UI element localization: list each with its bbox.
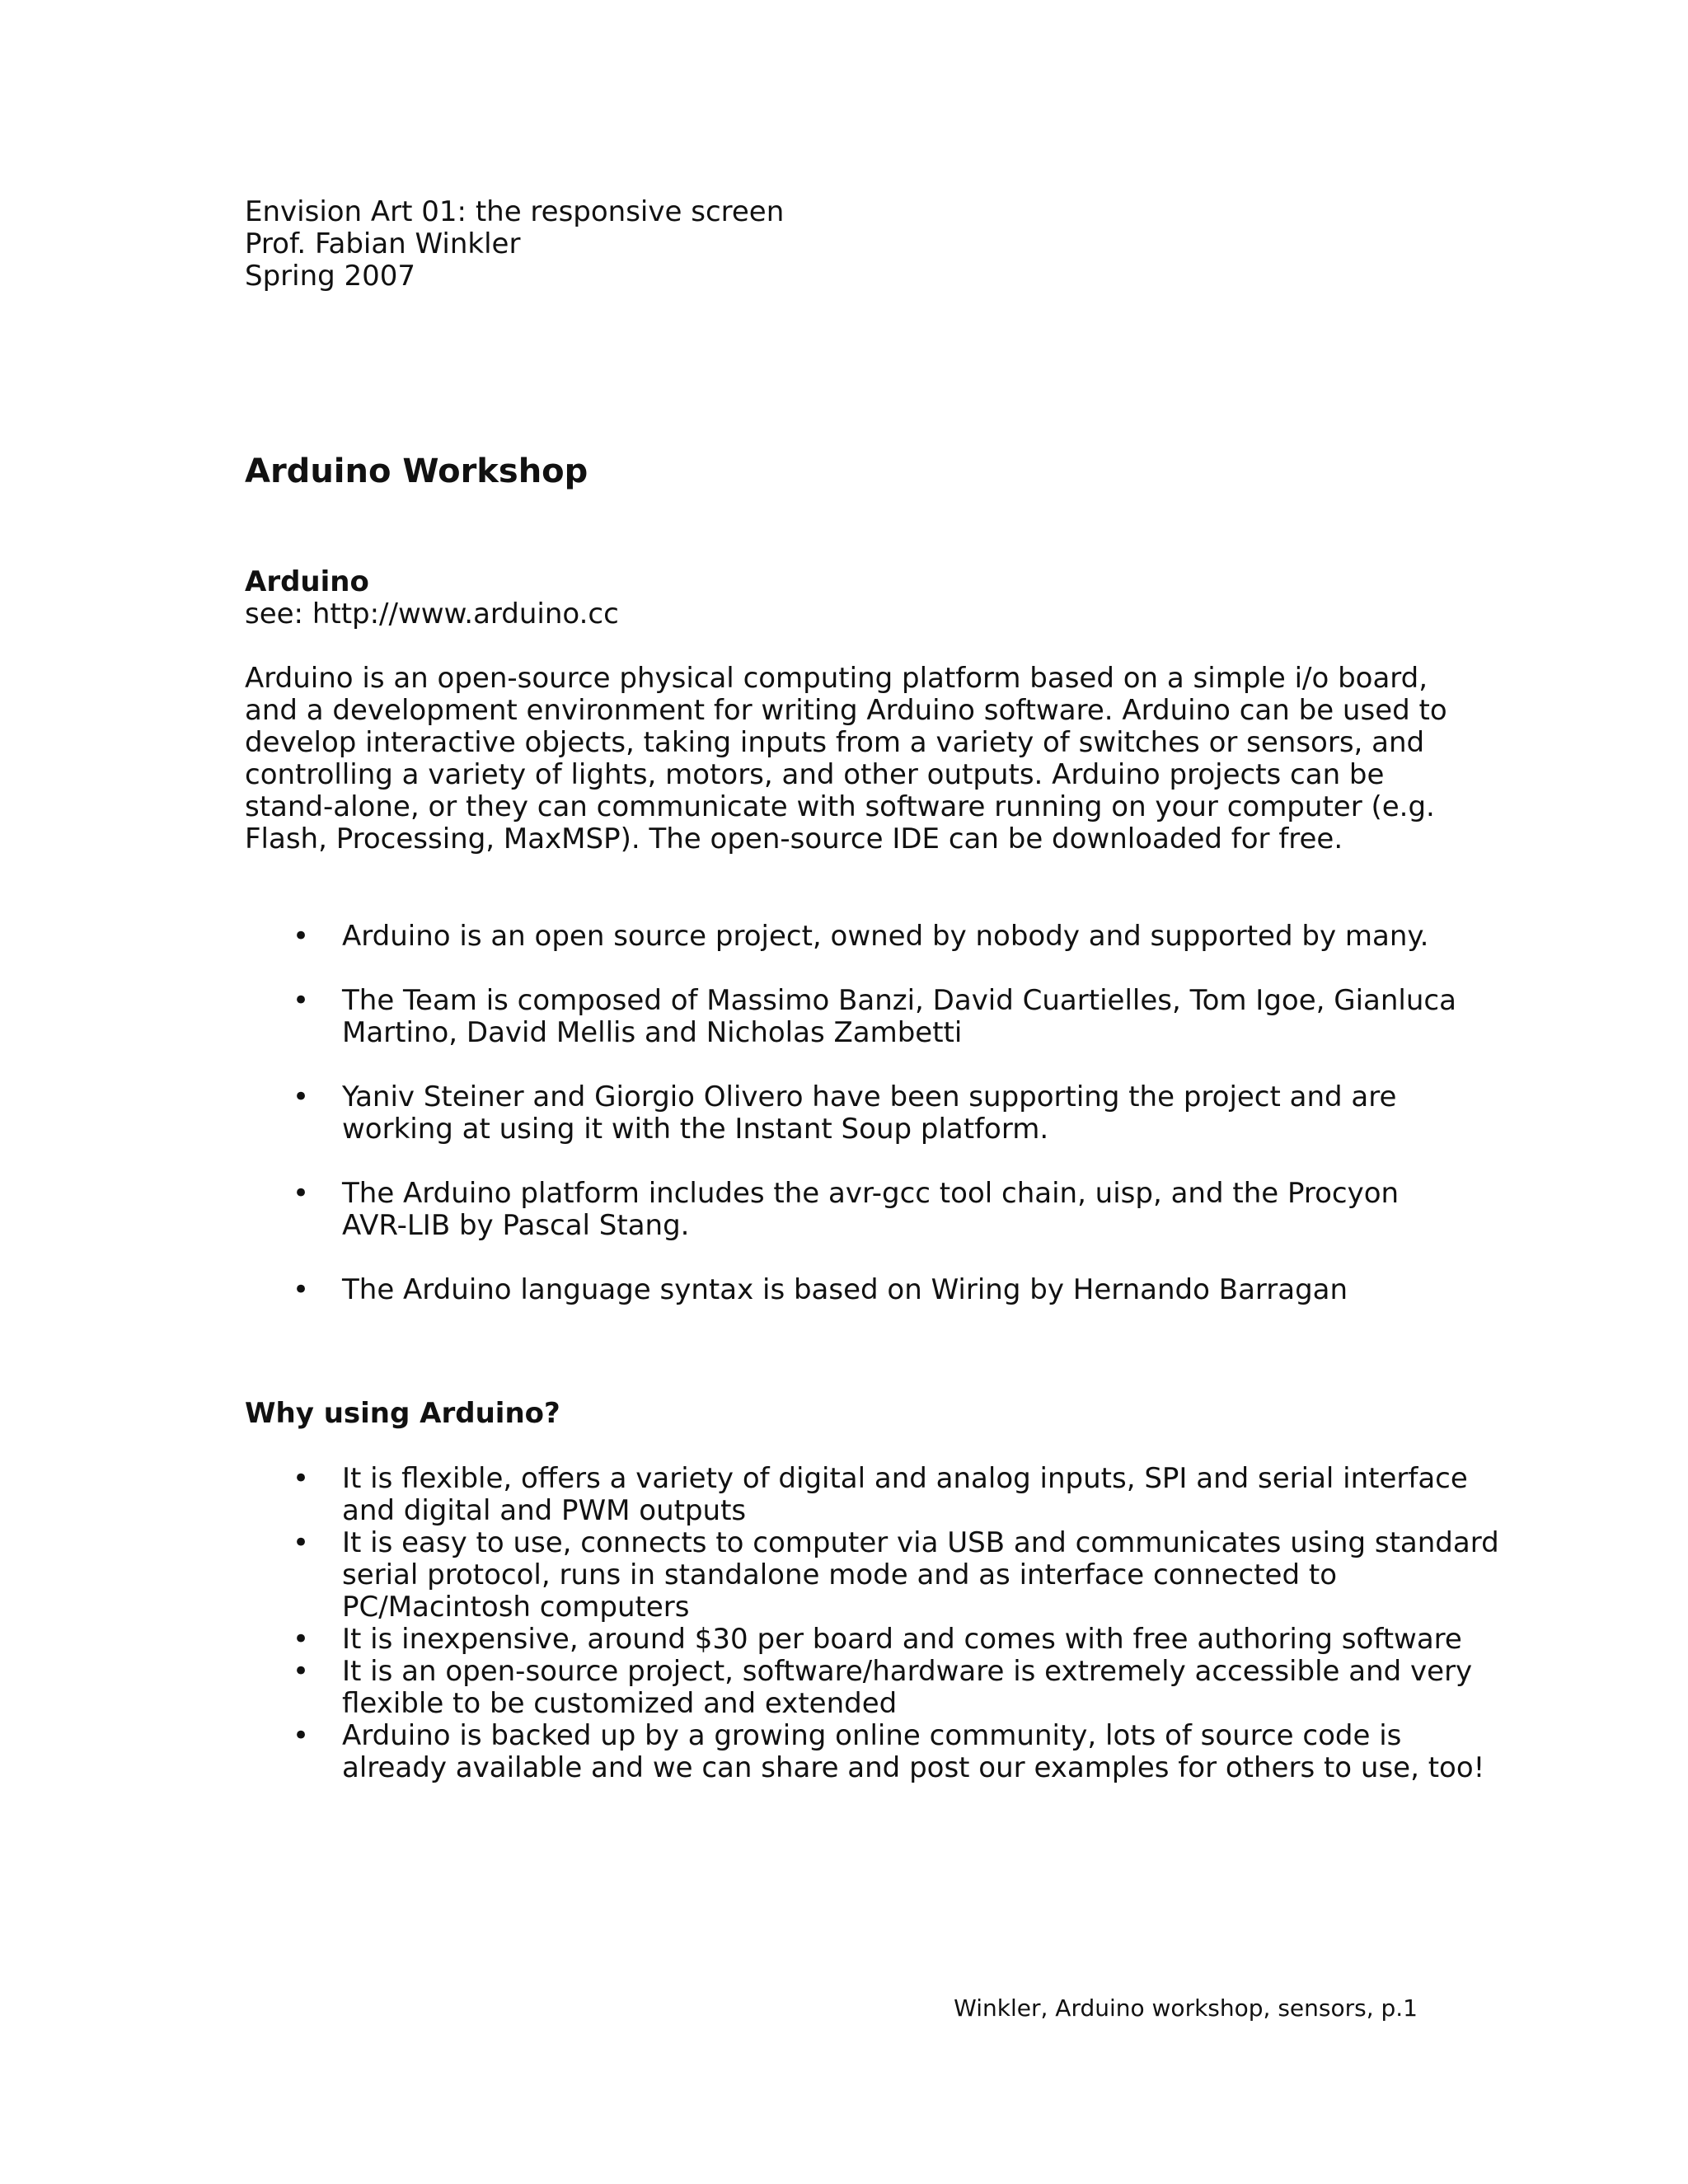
list-item-line: serial protocol, runs in standalone mode and as interface connected to: [342, 1558, 1337, 1591]
list-item-line: Yaniv Steiner and Giorgio Olivero have been supporting the project and are: [342, 1080, 1397, 1113]
list-item: [245, 921, 1448, 953]
bullet-icon: •: [293, 1080, 310, 1113]
document-header: [245, 196, 784, 293]
page-footer: Winkler, Arduino workshop, sensors, p.1: [954, 1994, 1418, 2022]
bullet-icon: •: [293, 1655, 310, 1688]
bullet-icon: •: [293, 1177, 310, 1210]
list-item-line: AVR-LIB by Pascal Stang.: [342, 1209, 690, 1242]
why-arduino-list: [245, 1462, 1499, 1784]
list-item-line: working at using it with the Instant Soup platform.: [342, 1113, 1049, 1146]
list-item-line: PC/Macintosh computers: [342, 1591, 690, 1624]
arduino-description: [245, 662, 1447, 855]
paragraph-line: and a development environment for writing Arduino software. Arduino can be used to: [245, 694, 1447, 727]
list-item: [245, 1655, 1473, 1720]
list-item: [245, 984, 1456, 1049]
list-item-line: Arduino is backed up by a growing online community, lots of source code is: [342, 1719, 1402, 1752]
arduino-heading: Arduino: [245, 565, 369, 598]
bullet-icon: •: [293, 920, 310, 953]
paragraph-line: develop interactive objects, taking inputs from a variety of switches or sensors, and: [245, 726, 1425, 759]
list-item: [245, 1462, 1468, 1527]
list-item-line: flexible to be customized and extended: [342, 1687, 898, 1720]
list-item-line: The Arduino platform includes the avr-gcc tool chain, uisp, and the Procyon: [342, 1177, 1400, 1210]
list-item-line: Martino, David Mellis and Nicholas Zambetti: [342, 1016, 963, 1049]
document-title: Arduino Workshop: [245, 452, 588, 490]
arduino-link-line: see: http://www.arduino.cc: [245, 598, 619, 630]
list-item: [245, 1178, 1448, 1242]
instructor-name: Prof. Fabian Winkler: [245, 227, 521, 260]
list-item: [245, 1274, 1448, 1306]
bullet-icon: •: [293, 1719, 310, 1752]
bullet-icon: •: [293, 1462, 310, 1495]
list-item-line: already available and we can share and post our examples for others to use, too!: [342, 1751, 1485, 1784]
list-item-line: It is an open-source project, software/hardware is extremely accessible and very: [342, 1655, 1473, 1688]
list-item: [245, 1081, 1448, 1146]
arduino-facts-list: [245, 920, 1456, 1338]
paragraph-line: stand-alone, or they can communicate with software running on your computer (e.g.: [245, 790, 1435, 823]
why-arduino-heading: Why using Arduino?: [245, 1397, 560, 1430]
course-name: Envision Art 01: the responsive screen: [245, 195, 785, 228]
paragraph-line: controlling a variety of lights, motors, and other outputs. Arduino projects can be: [245, 758, 1385, 791]
list-item-line: It is flexible, offers a variety of digital and analog inputs, SPI and serial interface: [342, 1462, 1468, 1495]
bullet-icon: •: [293, 1273, 310, 1306]
bullet-icon: •: [293, 1623, 310, 1656]
list-item: [245, 1719, 1485, 1784]
bullet-icon: •: [293, 984, 310, 1017]
paragraph-line: Arduino is an open-source physical computing platform based on a simple i/o board,: [245, 662, 1428, 695]
term: Spring 2007: [245, 260, 416, 293]
list-item-line: The Arduino language syntax is based on Wiring by Hernando Barragan: [342, 1273, 1348, 1306]
list-item-line: Arduino is an open source project, owned by nobody and supported by many.: [342, 920, 1429, 953]
list-item-line: and digital and PWM outputs: [342, 1494, 747, 1527]
list-item: [245, 1526, 1499, 1624]
list-item: [245, 1623, 1462, 1656]
paragraph-line: Flash, Processing, MaxMSP). The open-source IDE can be downloaded for free.: [245, 823, 1343, 855]
list-item-line: The Team is composed of Massimo Banzi, David Cuartielles, Tom Igoe, Gianluca: [342, 984, 1456, 1017]
bullet-icon: •: [293, 1526, 310, 1559]
list-item-line: It is easy to use, connects to computer via USB and communicates using standard: [342, 1526, 1499, 1559]
list-item-line: It is inexpensive, around $30 per board and comes with free authoring software: [342, 1623, 1462, 1656]
